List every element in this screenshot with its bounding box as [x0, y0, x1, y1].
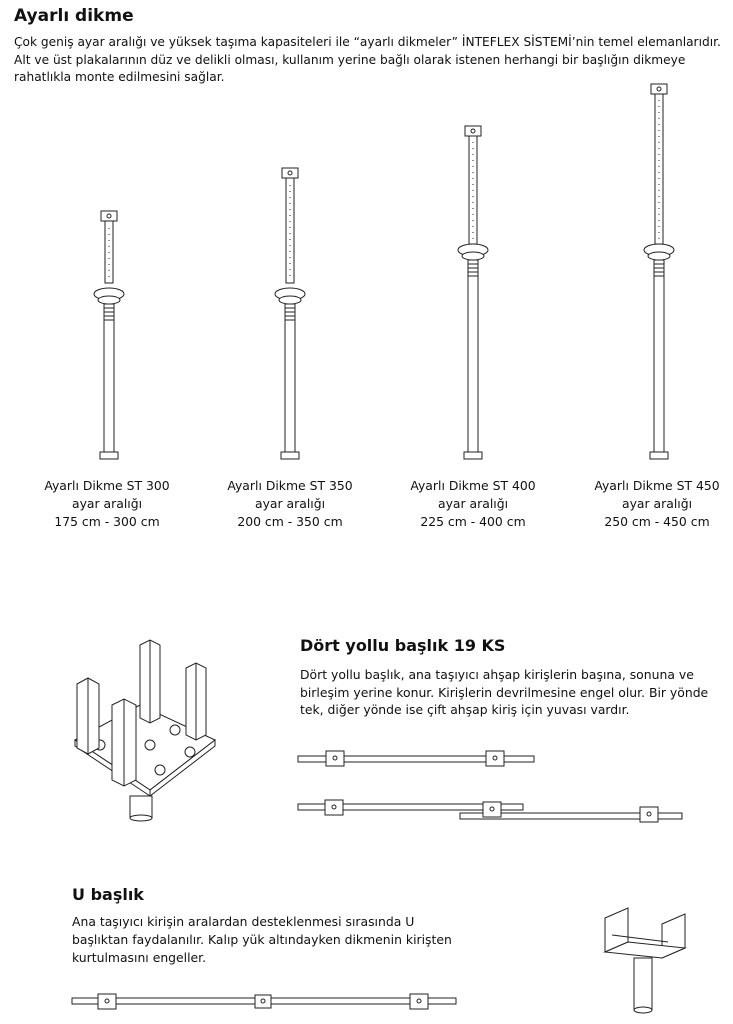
props-description: Çok geniş ayar aralığı ve yüksek taşıma kapasiteleri ile “ayarlı dikmeler” İNTEFLEX SİSTEMİ’nin temel elemanlarıdır. Alt ve üst plakalarının düz ve delikli olması, kullanım yerine bağlı olarak istenen herhangi bir başlığın dikmeye rahatlıkla monte edilmesini sağlar.	[14, 35, 721, 84]
prop-range: 250 cm - 450 cm	[604, 514, 710, 529]
prop-name: Ayarlı Dikme ST 450	[594, 478, 720, 493]
prop-sub: ayar aralığı	[621, 496, 693, 511]
prop-sub: ayar aralığı	[71, 496, 143, 511]
fourway-head-description: Dört yollu başlık, ana taşıyıcı ahşap kirişlerin başına, sonuna ve birleşim yerine konur. Kirişlerin devrilmesine engel olur. Bir yönde tek, diğer yönde ise çift ahşap kiriş için yuvası vardır.	[300, 667, 709, 717]
u-head-beam-drawing	[72, 994, 456, 1009]
props-title: Ayarlı dikme	[14, 6, 134, 26]
u-head-description: Ana taşıyıcı kirişin aralardan desteklenmesi sırasında U başlıktan faydalanılır. Kalıp yük altındayken dikmenin kirişten kurtulmasını engeller.	[72, 914, 452, 965]
prop-name: Ayarlı Dikme ST 300	[44, 478, 170, 493]
prop-range: 225 cm - 400 cm	[420, 514, 526, 529]
prop-range: 175 cm - 300 cm	[54, 514, 160, 529]
prop-range: 200 cm - 350 cm	[237, 514, 343, 529]
fourway-head-title: Dört yollu başlık 19 KS	[300, 636, 506, 655]
prop-name: Ayarlı Dikme ST 350	[227, 478, 353, 493]
u-head-title: U başlık	[72, 885, 144, 904]
prop-name: Ayarlı Dikme ST 400	[410, 478, 536, 493]
prop-sub: ayar aralığı	[437, 496, 509, 511]
u-head-3d-drawing	[605, 908, 685, 1013]
prop-sub: ayar aralığı	[254, 496, 326, 511]
